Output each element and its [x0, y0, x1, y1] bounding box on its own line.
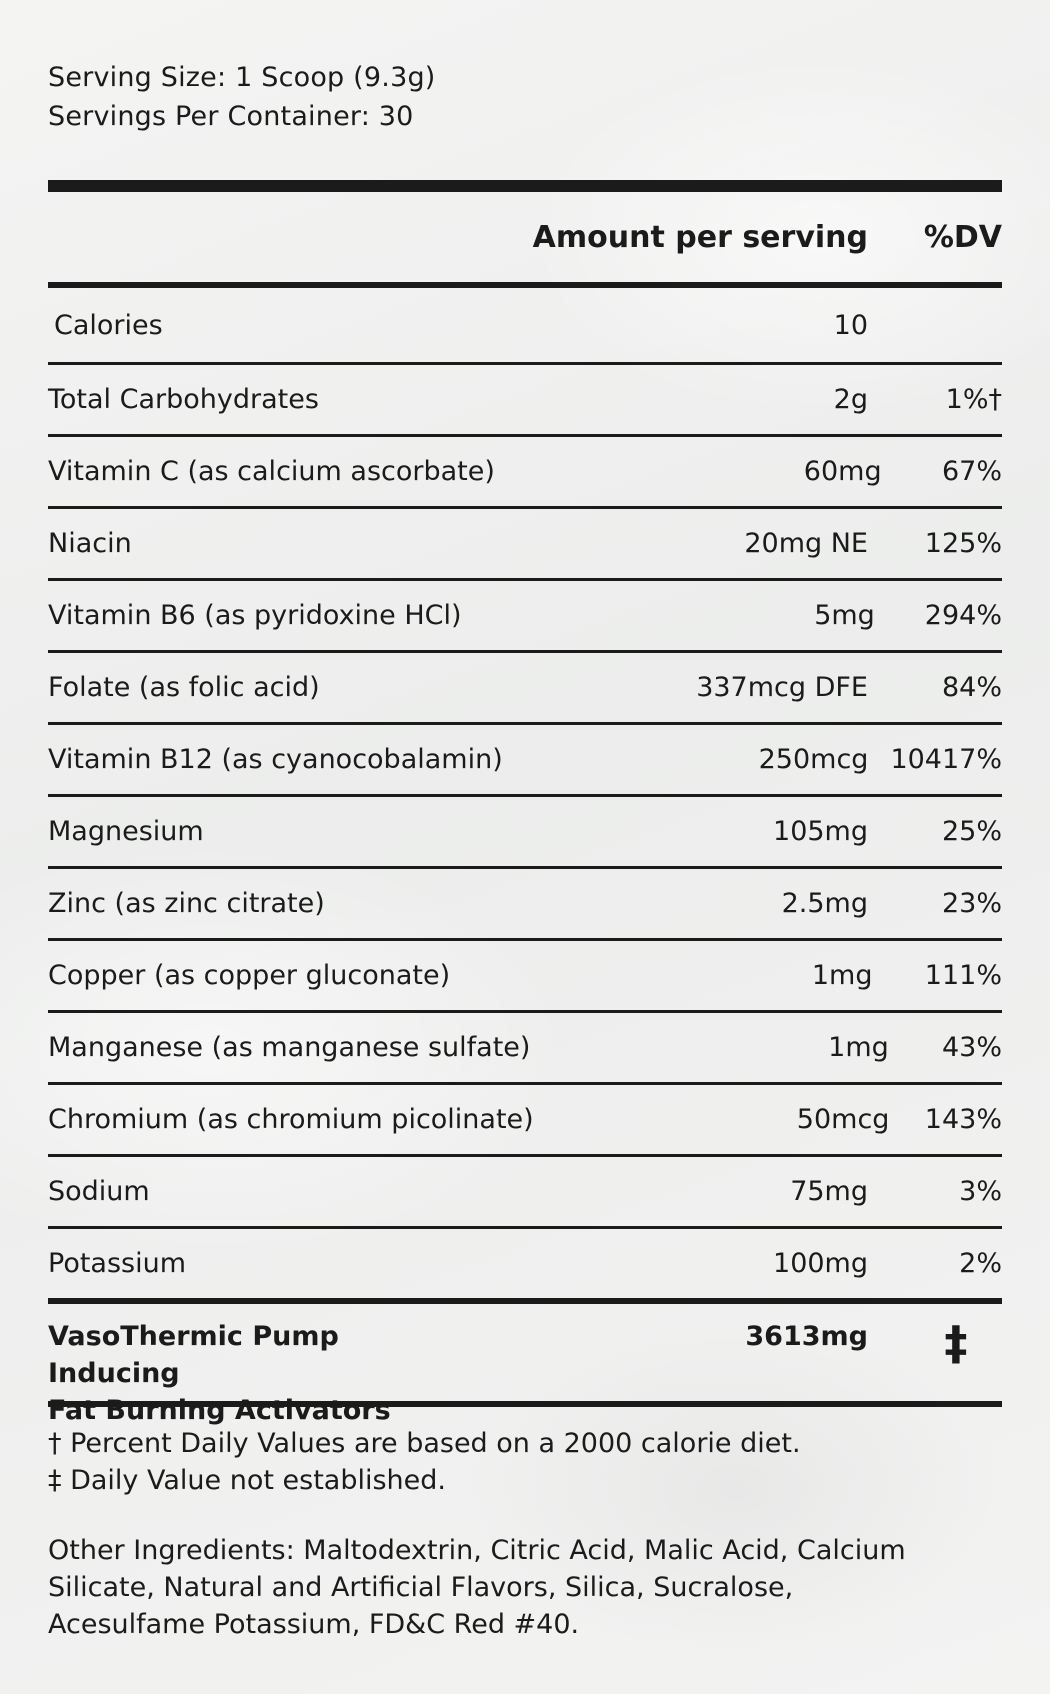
table-row [48, 288, 1002, 362]
blend-dv: ‡ [944, 1316, 968, 1370]
nutrient-dv: 125% [924, 528, 1002, 559]
nutrient-name: Niacin [48, 528, 132, 559]
table-row [48, 437, 1002, 506]
nutrient-name: Sodium [48, 1176, 150, 1207]
nutrient-name: Folate (as folic acid) [48, 672, 320, 703]
table-row [48, 941, 1002, 1010]
nutrient-name: Vitamin B12 (as cyanocobalamin) [48, 744, 503, 775]
nutrient-name: Vitamin C (as calcium ascorbate) [48, 456, 495, 487]
other-ingredients [48, 1532, 1008, 1643]
table-row [48, 653, 1002, 722]
nutrient-name: Zinc (as zinc citrate) [48, 888, 325, 919]
nutrient-amount: 5mg [814, 600, 875, 631]
nutrient-name: Calories [54, 309, 163, 341]
other-ingredients-line-2: Silicate, Natural and Artificial Flavors, Silica, Sucralose, [48, 1572, 794, 1603]
nutrient-amount: 75mg [790, 1176, 868, 1207]
blend-name-line-1: VasoThermic Pump Inducing [48, 1321, 339, 1389]
table-row [48, 1157, 1002, 1226]
table-row [48, 1013, 1002, 1082]
nutrient-amount: 60mg [803, 456, 882, 487]
table-row [48, 869, 1002, 938]
nutrient-dv: 143% [924, 1104, 1002, 1135]
footnote-double-dagger: ‡ Daily Value not established. [48, 1465, 446, 1496]
servings-per-container: Servings Per Container: 30 [48, 101, 414, 132]
nutrient-amount: 50mcg [796, 1104, 890, 1135]
table-row [48, 365, 1002, 434]
footnote-dagger: † Percent Daily Values are based on a 2000 calorie diet. [48, 1428, 801, 1459]
nutrient-name: Vitamin B6 (as pyridoxine HCl) [48, 600, 462, 631]
nutrient-dv: 3% [959, 1176, 1002, 1207]
serving-size: Serving Size: 1 Scoop (9.3g) [48, 62, 436, 93]
nutrient-name: Total Carbohydrates [48, 384, 319, 415]
table-row [48, 509, 1002, 578]
dv-header: %DV [923, 219, 1002, 255]
nutrient-amount: 337mcg DFE [696, 672, 868, 703]
nutrient-rows [48, 288, 1002, 1298]
nutrient-dv: 84% [941, 672, 1002, 703]
blend-name [48, 1318, 428, 1429]
nutrient-dv: 67% [941, 456, 1002, 487]
nutrient-dv: 1%† [945, 384, 1002, 415]
table-row [48, 1229, 1002, 1298]
table-row [48, 1085, 1002, 1154]
nutrient-amount: 100mg [773, 1248, 868, 1279]
nutrient-dv: 111% [924, 960, 1002, 991]
nutrient-dv: 43% [941, 1032, 1002, 1063]
proprietary-blend-row [48, 1304, 1002, 1426]
nutrient-amount: 20mg NE [744, 528, 868, 559]
nutrient-amount: 2.5mg [781, 888, 868, 919]
nutrient-dv: 294% [924, 600, 1002, 631]
nutrient-amount: 1mg [811, 960, 873, 991]
nutrient-amount: 105mg [773, 816, 868, 847]
footnotes [48, 1425, 1002, 1499]
top-divider [48, 180, 1002, 192]
column-header [48, 192, 1002, 282]
table-row [48, 725, 1002, 794]
other-ingredients-line-1: Other Ingredients: Maltodextrin, Citric Acid, Malic Acid, Calcium [48, 1535, 906, 1566]
nutrient-dv: 2% [959, 1248, 1002, 1279]
nutrient-name: Magnesium [48, 816, 204, 847]
nutrient-name: Chromium (as chromium picolinate) [48, 1104, 534, 1135]
table-row [48, 797, 1002, 866]
nutrient-amount: 2g [833, 384, 868, 415]
nutrient-amount: 250mcg [758, 744, 869, 775]
nutrient-dv: 10417% [890, 744, 1002, 775]
blend-name-line-2: Fat Burning Activators [48, 1395, 391, 1426]
amount-per-serving-header: Amount per serving [532, 219, 868, 255]
nutrient-amount: 10 [833, 309, 868, 341]
table-row [48, 581, 1002, 650]
blend-amount: 3613mg [745, 1321, 868, 1352]
other-ingredients-line-3: Acesulfame Potassium, FD&C Red #40. [48, 1609, 580, 1640]
nutrient-name: Potassium [48, 1248, 187, 1279]
supplement-facts-panel [48, 58, 1002, 1643]
nutrient-name: Manganese (as manganese sulfate) [48, 1032, 531, 1063]
nutrient-amount: 1mg [828, 1032, 889, 1063]
nutrient-dv: 25% [941, 816, 1002, 847]
nutrient-name: Copper (as copper gluconate) [48, 960, 451, 991]
nutrient-dv: 23% [941, 888, 1002, 919]
